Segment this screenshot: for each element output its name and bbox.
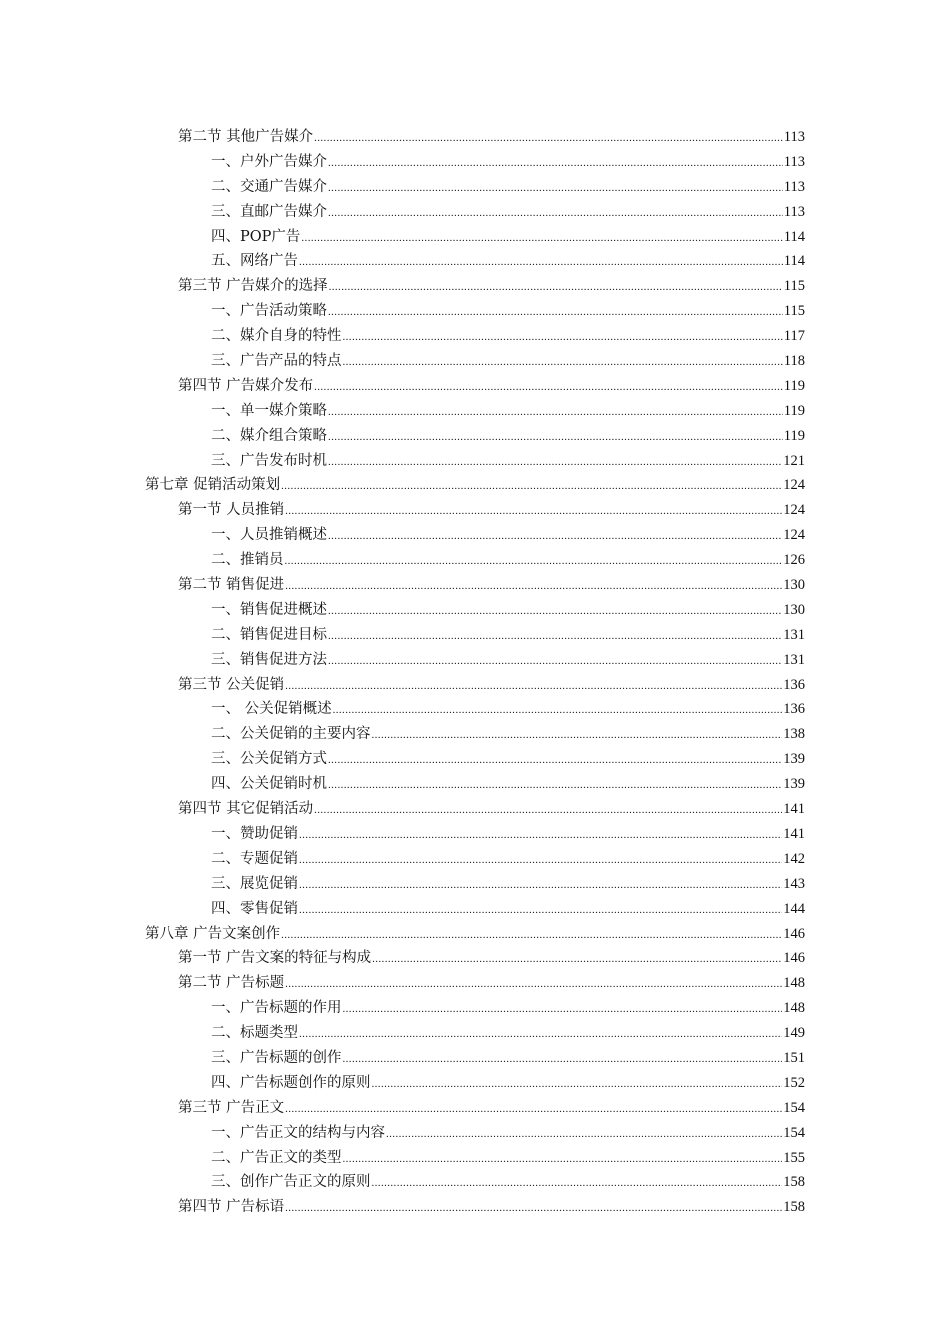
toc-entry-title: 二、媒介组合策略: [211, 427, 327, 444]
toc-entry-title: 四、POP广告: [211, 228, 301, 245]
toc-entry-title: 一、单一媒介策略: [211, 402, 327, 419]
toc-entry-page-number: 155: [783, 1149, 805, 1166]
toc-entry[interactable]: [0, 349, 805, 374]
toc-entry-title: 第三节 广告正文: [178, 1099, 285, 1116]
toc-entry-page-number: 114: [783, 228, 805, 245]
toc-entry[interactable]: [0, 324, 805, 349]
toc-entry[interactable]: [0, 523, 805, 548]
toc-entry-page-number: 113: [783, 153, 805, 170]
toc-entry[interactable]: [0, 897, 805, 922]
toc-entry[interactable]: [0, 150, 805, 175]
toc-entry-title: 第三节 公关促销: [178, 676, 285, 693]
toc-entry[interactable]: [0, 1195, 805, 1220]
dot-leader: [343, 997, 783, 1022]
toc-entry-page-number: 124: [783, 527, 805, 544]
toc-entry-page-number: 131: [783, 651, 805, 668]
dot-leader: [372, 947, 782, 972]
toc-entry-title: 二、公关促销的主要内容: [211, 726, 371, 743]
toc-entry-page-number: 152: [783, 1074, 805, 1091]
toc-entry[interactable]: [0, 648, 805, 673]
toc-entry-page-number: 130: [783, 577, 805, 594]
toc-entry[interactable]: [0, 697, 805, 722]
dot-leader: [328, 400, 783, 425]
toc-entry-title: 第四节 其它促销活动: [178, 801, 314, 818]
toc-entry-title: 一、广告活动策略: [211, 303, 327, 320]
toc-entry[interactable]: [0, 449, 805, 474]
dot-leader: [281, 474, 782, 499]
dot-leader: [285, 499, 782, 524]
toc-entry-title: 二、专题促销: [211, 850, 298, 867]
toc-entry-title: 第一节 人员推销: [178, 502, 285, 519]
toc-entry-title: 一、广告正文的结构与内容: [211, 1124, 385, 1141]
dot-leader: [328, 201, 783, 226]
dot-leader: [328, 748, 782, 773]
dot-leader: [328, 450, 782, 475]
toc-entry-title: 三、广告产品的特点: [211, 353, 342, 370]
toc-entry-title: 一、销售促进概述: [211, 601, 327, 618]
toc-entry-page-number: 136: [783, 676, 805, 693]
toc-entry[interactable]: [0, 424, 805, 449]
toc-entry-page-number: 113: [783, 203, 805, 220]
toc-entry-page-number: 118: [783, 353, 805, 370]
toc-entry-page-number: 119: [783, 377, 805, 394]
toc-entry-page-number: 148: [783, 1000, 805, 1017]
toc-entry-page-number: 148: [783, 975, 805, 992]
toc-entry[interactable]: [0, 623, 805, 648]
toc-entry-page-number: 136: [783, 701, 805, 718]
dot-leader: [343, 1047, 783, 1072]
dot-leader: [328, 524, 782, 549]
toc-entry-title: 四、零售促销: [211, 900, 298, 917]
toc-entry[interactable]: [0, 473, 805, 498]
toc-entry-title: 二、媒介自身的特性: [211, 328, 342, 345]
toc-entry[interactable]: [0, 1071, 805, 1096]
toc-entry[interactable]: [0, 1146, 805, 1171]
toc-entry-title: 一、户外广告媒介: [211, 153, 327, 170]
toc-entry[interactable]: [0, 747, 805, 772]
toc-entry-title: 一、广告标题的作用: [211, 1000, 342, 1017]
toc-entry-title: 第一节 广告文案的特征与构成: [178, 950, 372, 967]
dot-leader: [299, 1022, 782, 1047]
toc-entry-title: 三、创作广告正文的原则: [211, 1174, 371, 1191]
toc-entry[interactable]: [0, 274, 805, 299]
toc-entry[interactable]: [0, 872, 805, 897]
dot-leader: [285, 1196, 782, 1221]
toc-entry-title: 二、交通广告媒介: [211, 178, 327, 195]
toc-entry-page-number: 115: [783, 303, 805, 320]
toc-entry-page-number: 139: [783, 751, 805, 768]
toc-entry[interactable]: [0, 1096, 805, 1121]
toc-entry-page-number: 143: [783, 875, 805, 892]
toc-entry-page-number: 117: [783, 328, 805, 345]
dot-leader: [299, 848, 782, 873]
toc-entry-page-number: 130: [783, 601, 805, 618]
table-of-contents: [0, 125, 950, 1220]
dot-leader: [333, 698, 783, 723]
toc-entry[interactable]: [0, 996, 805, 1021]
toc-entry[interactable]: [0, 1046, 805, 1071]
toc-entry[interactable]: [0, 573, 805, 598]
dot-leader: [328, 176, 783, 201]
dot-leader: [328, 649, 782, 674]
toc-entry-title: 第二节 销售促进: [178, 577, 285, 594]
toc-entry[interactable]: [0, 175, 805, 200]
toc-entry-title: 三、展览促销: [211, 875, 298, 892]
dot-leader: [328, 425, 783, 450]
toc-entry[interactable]: [0, 548, 805, 573]
dot-leader: [299, 873, 782, 898]
toc-entry-title: 第四节 广告标语: [178, 1199, 285, 1216]
toc-entry-page-number: 113: [783, 178, 805, 195]
toc-entry[interactable]: [0, 598, 805, 623]
dot-leader: [299, 250, 783, 275]
dot-leader: [314, 375, 783, 400]
toc-entry-page-number: 124: [783, 477, 805, 494]
toc-entry-title: 第二节 其他广告媒介: [178, 129, 314, 145]
toc-entry-page-number: 115: [783, 278, 805, 295]
dot-leader: [299, 823, 782, 848]
dot-leader: [314, 126, 783, 151]
toc-entry-title: 二、销售促进目标: [211, 626, 327, 643]
toc-entry-page-number: 113: [783, 129, 805, 145]
dot-leader: [328, 773, 782, 798]
toc-entry[interactable]: [0, 1021, 805, 1046]
toc-entry[interactable]: [0, 797, 805, 822]
toc-entry-page-number: 144: [783, 900, 805, 917]
dot-leader: [343, 1147, 783, 1172]
toc-entry[interactable]: [0, 822, 805, 847]
toc-entry-page-number: 138: [783, 726, 805, 743]
toc-entry-page-number: 119: [783, 427, 805, 444]
dot-leader: [372, 1072, 783, 1097]
toc-entry-title: 二、广告正文的类型: [211, 1149, 342, 1166]
dot-leader: [328, 599, 782, 624]
dot-leader: [285, 674, 782, 699]
toc-entry-title: 四、公关促销时机: [211, 776, 327, 793]
dot-leader: [285, 972, 782, 997]
toc-entry[interactable]: [0, 1121, 805, 1146]
toc-entry[interactable]: [0, 374, 805, 399]
dot-leader: [372, 723, 783, 748]
toc-entry-title: 一、人员推销概述: [211, 527, 327, 544]
dot-leader: [285, 574, 782, 599]
toc-entry[interactable]: [0, 498, 805, 523]
toc-entry-page-number: 146: [783, 925, 805, 942]
dot-leader: [328, 151, 783, 176]
toc-entry-title: 三、销售促进方法: [211, 651, 327, 668]
toc-entry-page-number: 131: [783, 626, 805, 643]
toc-entry-page-number: 141: [783, 801, 805, 818]
toc-entry-page-number: 126: [783, 552, 805, 569]
toc-entry-title: 二、推销员: [211, 552, 284, 569]
toc-entry-title: 三、直邮广告媒介: [211, 203, 327, 220]
toc-entry-title: 第四节 广告媒介发布: [178, 377, 314, 394]
toc-entry-title: 第三节 广告媒介的选择: [178, 278, 328, 295]
toc-entry[interactable]: [0, 772, 805, 797]
dot-leader: [328, 300, 783, 325]
toc-entry-title: 三、广告发布时机: [211, 452, 327, 469]
toc-entry-title: 三、公关促销方式: [211, 751, 327, 768]
toc-entry-page-number: 142: [783, 850, 805, 867]
toc-entry[interactable]: [0, 399, 805, 424]
toc-entry-page-number: 154: [783, 1124, 805, 1141]
toc-entry[interactable]: [0, 299, 805, 324]
toc-entry-page-number: 158: [783, 1174, 805, 1191]
toc-entry-page-number: 139: [783, 776, 805, 793]
toc-entry-title: 二、标题类型: [211, 1025, 298, 1042]
toc-entry[interactable]: [0, 673, 805, 698]
dot-leader: [329, 275, 783, 300]
toc-entry-page-number: 149: [783, 1025, 805, 1042]
dot-leader: [299, 898, 782, 923]
toc-entry-title: 一、 公关促销概述: [211, 701, 332, 718]
toc-entry-page-number: 146: [783, 950, 805, 967]
toc-entry[interactable]: [0, 922, 805, 947]
toc-entry-page-number: 114: [783, 253, 805, 270]
dot-leader: [343, 325, 783, 350]
toc-entry-page-number: 154: [783, 1099, 805, 1116]
toc-entry[interactable]: [0, 971, 805, 996]
toc-entry[interactable]: [0, 200, 805, 225]
dot-leader: [328, 624, 782, 649]
toc-entry-title: 第二节 广告标题: [178, 975, 285, 992]
dot-leader: [301, 226, 782, 251]
toc-entry-page-number: 141: [783, 825, 805, 842]
toc-entry-page-number: 151: [783, 1049, 805, 1066]
toc-entry-page-number: 124: [783, 502, 805, 519]
dot-leader: [314, 798, 782, 823]
toc-entry-page-number: 119: [783, 402, 805, 419]
toc-entry[interactable]: [0, 125, 805, 150]
toc-entry[interactable]: [0, 249, 805, 274]
dot-leader: [285, 549, 783, 574]
dot-leader: [372, 1171, 783, 1196]
dot-leader: [386, 1122, 782, 1147]
toc-entry-title: 一、赞助促销: [211, 825, 298, 842]
toc-entry-page-number: 158: [783, 1199, 805, 1216]
toc-entry[interactable]: [0, 946, 805, 971]
dot-leader: [281, 923, 782, 948]
toc-entry-title: 第七章 促销活动策划: [145, 477, 281, 494]
toc-entry[interactable]: [0, 225, 805, 250]
toc-entry[interactable]: [0, 1170, 805, 1195]
toc-entry-page-number: 121: [783, 452, 805, 469]
toc-entry[interactable]: [0, 722, 805, 747]
toc-entry-title: 三、广告标题的创作: [211, 1049, 342, 1066]
toc-entry-title: 四、广告标题创作的原则: [211, 1074, 371, 1091]
dot-leader: [285, 1097, 782, 1122]
dot-leader: [343, 350, 783, 375]
toc-entry-title: 第八章 广告文案创作: [145, 925, 281, 942]
toc-entry-title: 五、网络广告: [211, 253, 298, 270]
toc-entry[interactable]: [0, 847, 805, 872]
